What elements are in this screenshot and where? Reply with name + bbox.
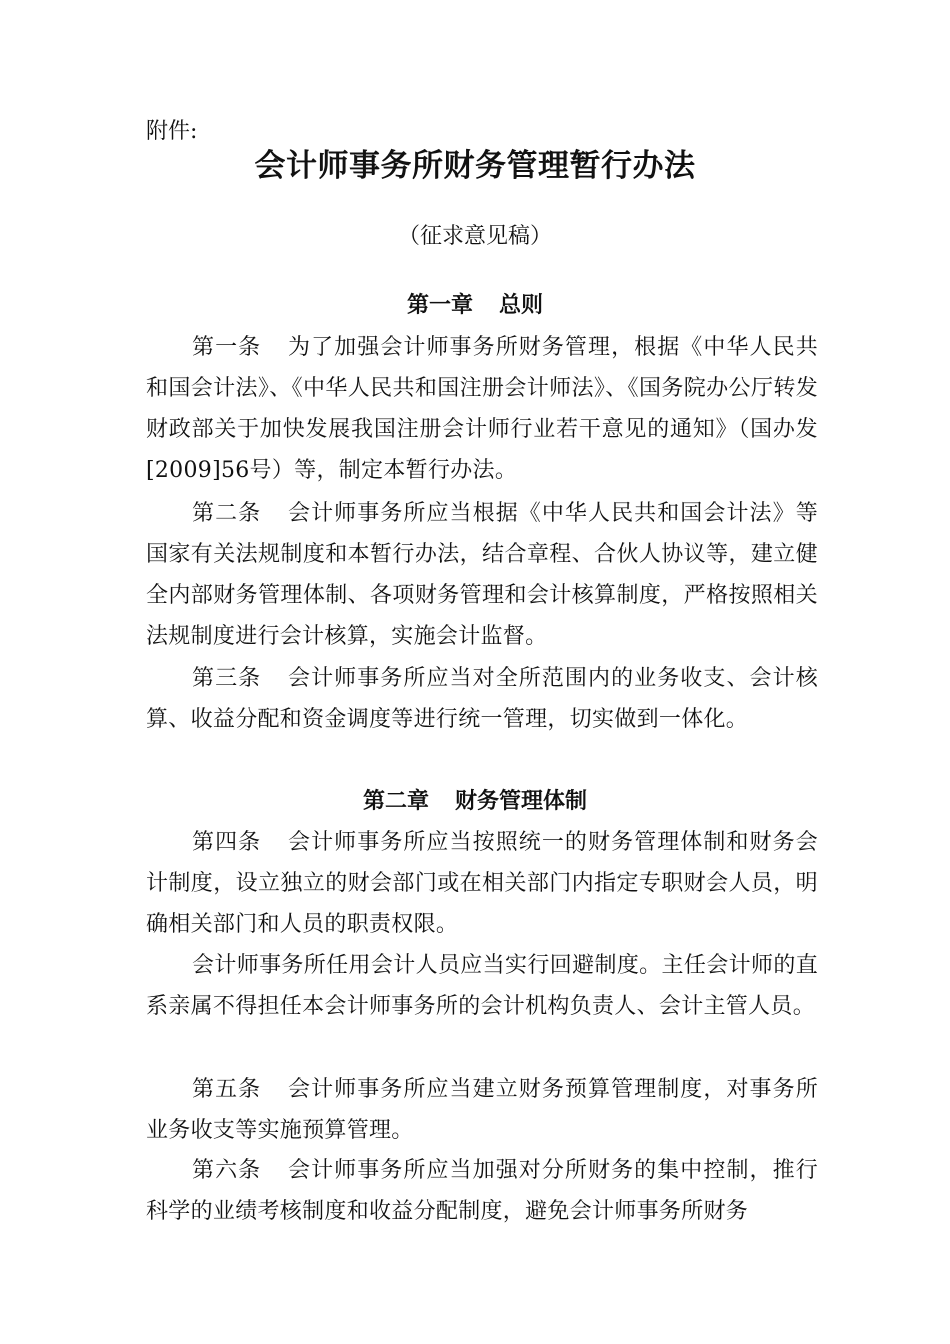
article-number: 第六条 [192, 1158, 262, 1183]
article-paragraph [146, 327, 818, 491]
attachment-label: 附件: [146, 119, 198, 144]
article-paragraph [146, 1069, 818, 1151]
article-number: 第一条 [192, 335, 262, 360]
article-number: 第四条 [192, 830, 262, 855]
article-paragraph [146, 493, 818, 657]
article-text: 会计师事务所应当建立财务预算管理制度，对事务所业务收支等实施预算管理。 [146, 1077, 818, 1143]
paragraph-text: 会计师事务所任用会计人员应当实行回避制度。主任会计师的直系亲属不得担任本会计师事务所的会计机构负责人、会计主管人员。 [146, 953, 818, 1019]
chapter-heading-1 [0, 290, 950, 320]
article-text: 为了加强会计师事务所财务管理，根据《中华人民共和国会计法》、《中华人民共和国注册会计师法》、《国务院办公厅转发财政部关于加快发展我国注册会计师行业若干意见的通知》（国办发[2009]56号）等，制定本暂行办法。 [146, 335, 818, 483]
article-paragraph [146, 822, 818, 945]
chapter-name: 财务管理体制 [455, 788, 588, 814]
chapter-number: 第二章 [362, 788, 429, 814]
document-subtitle: （征求意见稿） [397, 224, 552, 249]
chapter-heading-2 [0, 786, 950, 816]
article-text: 会计师事务所应当对全所范围内的业务收支、会计核算、收益分配和资金调度等进行统一管理，切实做到一体化。 [146, 666, 818, 732]
chapter-name: 总则 [499, 292, 544, 318]
article-number: 第三条 [192, 666, 262, 691]
article-paragraph [146, 658, 818, 740]
article-text: 会计师事务所应当加强对分所财务的集中控制，推行科学的业绩考核制度和收益分配制度，避免会计师事务所财务 [146, 1158, 818, 1224]
article-text: 会计师事务所应当根据《中华人民共和国会计法》等国家有关法规制度和本暂行办法，结合章程、合伙人协议等，建立健全内部财务管理体制、各项财务管理和会计核算制度，严格按照相关法规制度进行会计核算，实施会计监督。 [146, 501, 818, 649]
unnumbered-paragraph [146, 945, 818, 1027]
article-paragraph [146, 1150, 818, 1232]
article-text: 会计师事务所应当按照统一的财务管理体制和财务会计制度，设立独立的财会部门或在相关部门内指定专职财会人员，明确相关部门和人员的职责权限。 [146, 830, 818, 937]
chapter-number: 第一章 [406, 292, 473, 318]
document-title: 会计师事务所财务管理暂行办法 [254, 148, 696, 184]
article-number: 第二条 [192, 501, 262, 526]
article-number: 第五条 [192, 1077, 262, 1102]
